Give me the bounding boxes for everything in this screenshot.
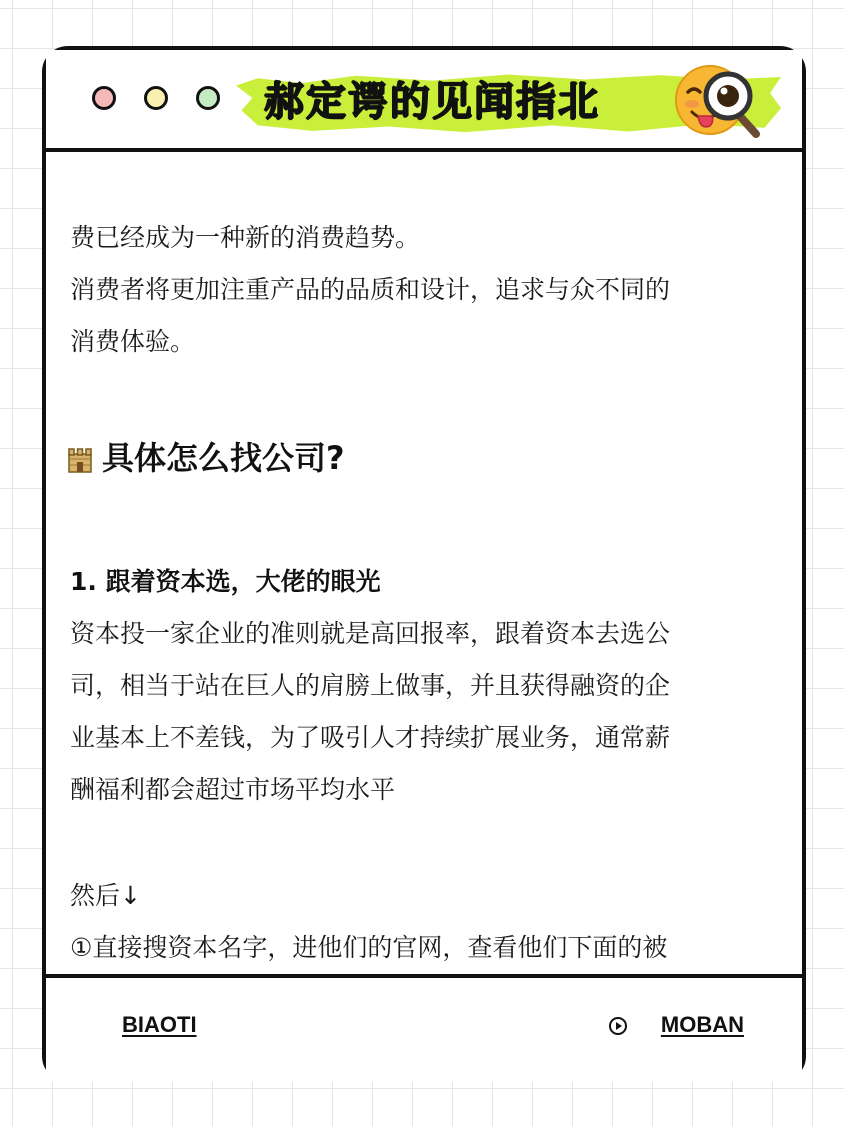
intro-line-1: 费已经成为一种新的消费趋势。	[70, 223, 421, 252]
point1-line-4: 酬福利都会超过市场平均水平	[70, 775, 396, 804]
window-dot-green[interactable]	[196, 86, 220, 110]
window-dot-red[interactable]	[92, 86, 116, 110]
castle-icon	[66, 446, 94, 474]
point1-line-3: 业基本上不差钱，为了吸引人才持续扩展业务，通常薪	[70, 723, 671, 752]
page-title: 郝定谔的见闻指北	[264, 79, 600, 125]
magnifier-face-icon	[670, 54, 766, 144]
point1-title: 1. 跟着资本选，大佬的眼光	[70, 567, 381, 596]
article-content	[46, 152, 802, 974]
window-dot-yellow[interactable]	[144, 86, 168, 110]
point1-line-1: 资本投一家企业的准则就是高回报率，跟着资本去选公	[70, 619, 671, 648]
footer-bar	[46, 974, 802, 1082]
section-heading	[66, 436, 345, 480]
header-bar	[46, 50, 802, 152]
section-title: 具体怎么找公司?	[102, 439, 345, 477]
then-text: 然后↓	[70, 881, 141, 910]
step1-line-1: ①直接搜资本名字，进他们的官网，查看他们下面的被	[70, 933, 668, 962]
biaoti-link[interactable]: BIAOTI	[122, 1012, 197, 1037]
point1-line-2: 司，相当于站在巨人的肩膀上做事，并且获得融资的企	[70, 671, 671, 700]
intro-line-3: 消费体验。	[70, 327, 196, 356]
card	[42, 46, 806, 1082]
intro-line-2: 消费者将更加注重产品的品质和设计，追求与众不同的	[70, 275, 671, 304]
play-circle-icon[interactable]	[608, 1016, 628, 1036]
moban-link[interactable]: MOBAN	[660, 1012, 744, 1037]
